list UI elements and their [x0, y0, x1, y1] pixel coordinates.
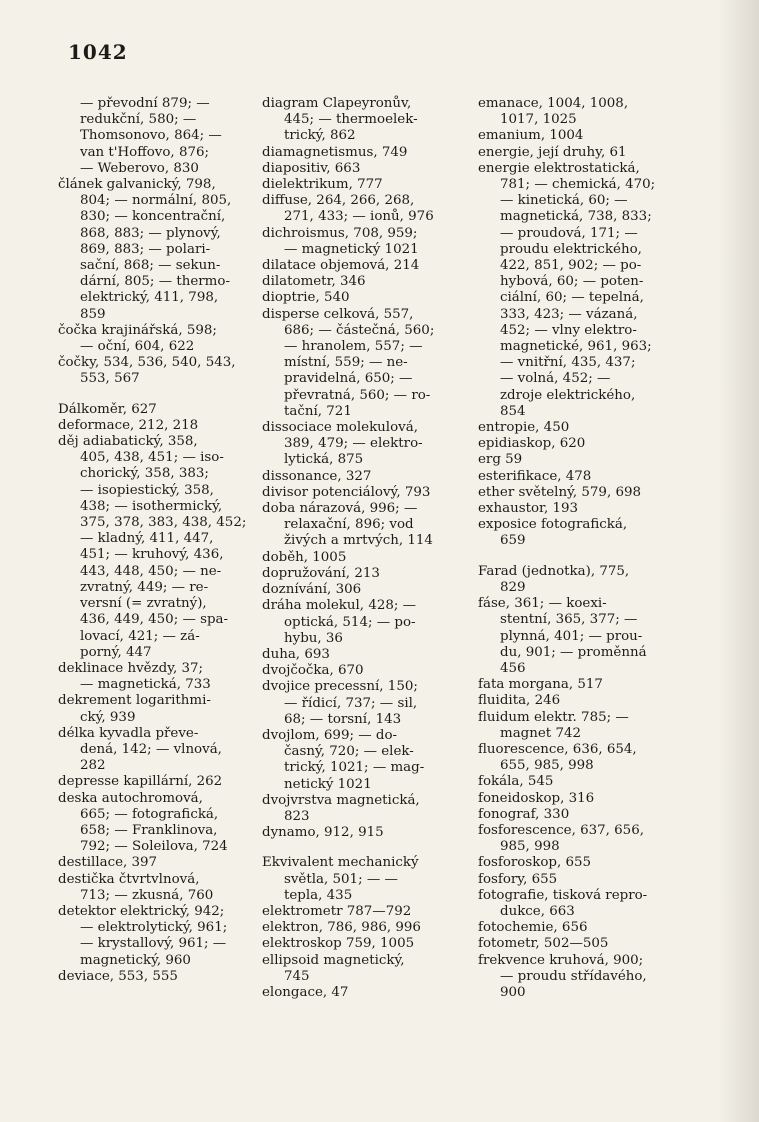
index-entry-line: 443, 448, 450; — ne-: [80, 563, 222, 579]
index-entry-line: elektrometr 787—792: [262, 903, 412, 919]
index-entry-line: destillace, 397: [58, 855, 158, 871]
index-entry-line: článek galvanický, 798,: [58, 177, 216, 193]
index-entry-line: optická, 514; — po-: [284, 614, 416, 630]
index-entry-line: čočky, 534, 536, 540, 543,: [58, 355, 236, 371]
index-entry-line: 829: [500, 579, 526, 595]
page-edge-shadow: [719, 0, 759, 1122]
index-entry-line: — převodní 879; —: [80, 96, 210, 111]
index-entry-line: 713; — zkusná, 760: [80, 887, 214, 903]
index-entry-line: délka kyvadla převe-: [58, 725, 199, 741]
index-entry-line: 436, 449, 450; — spa-: [80, 612, 229, 628]
index-entry-line: 375, 378, 383, 438, 452;: [80, 515, 247, 531]
index-entry-line: dissociace molekulová,: [262, 420, 418, 436]
index-entry-line: živých a mrtvých, 114: [284, 533, 433, 549]
index-entry-line: 854: [500, 403, 526, 419]
index-entry-line: místní, 559; — ne-: [284, 355, 408, 371]
index-entry-line: magnet 742: [500, 725, 581, 741]
index-entry-line: 868, 883; — plynový,: [80, 225, 221, 241]
index-entry-line: fluidita, 246: [478, 693, 561, 709]
index-entry-line: — Weberovo, 830: [80, 160, 199, 176]
index-entry-line: fosforescence, 637, 656,: [478, 822, 644, 838]
index-entry-line: netický 1021: [284, 776, 372, 792]
index-entry-line: plynná, 401; — prou-: [500, 628, 643, 644]
index-entry-line: — hranolem, 557; —: [284, 339, 423, 355]
index-entry-line: entropie, 450: [478, 420, 570, 436]
index-entry-line: 804; — normální, 805,: [80, 193, 232, 209]
index-entry-line: duha, 693: [262, 646, 330, 662]
index-entry-line: ciální, 60; — tepelná,: [500, 290, 644, 306]
index-entry-line: 405, 438, 451; — iso-: [80, 450, 224, 466]
index-entry-line: destička čtvrtvlnová,: [58, 871, 200, 887]
index-entry-line: detektor elektrický, 942;: [58, 903, 225, 919]
index-entry-line: 658; — Franklinova,: [80, 822, 218, 838]
index-entry-line: 665; — fotografická,: [80, 806, 219, 822]
index-entry-line: deklinace hvězdy, 37;: [58, 660, 204, 676]
page-number: 1042: [68, 40, 128, 64]
index-entry-line: dopružování, 213: [262, 565, 380, 581]
index-entry-line: dukce, 663: [500, 903, 575, 919]
index-entry-line: 333, 423; — vázaná,: [500, 306, 638, 322]
index-entry-line: 781; — chemická, 470;: [500, 177, 656, 193]
index-entry-line: — krystallový, 961; —: [80, 936, 227, 952]
index-entry-line: 451; — kruhový, 436,: [80, 547, 224, 563]
index-entry-line: dráha molekul, 428; —: [262, 598, 417, 614]
index-entry-line: elongace, 47: [262, 984, 349, 1000]
index-entry-line: frekvence kruhová, 900;: [478, 952, 644, 968]
index-entry-line: fáse, 361; — koexi-: [478, 596, 607, 612]
index-entry-line: hybu, 36: [284, 630, 343, 646]
section-gap: [58, 388, 270, 402]
index-entry-line: 553, 567: [80, 371, 140, 387]
index-entry-line: — magnetická, 733: [80, 677, 211, 693]
index-entry-line: — proudová, 171; —: [500, 225, 638, 241]
index-entry-line: fluidum elektr. 785; —: [478, 709, 629, 725]
index-entry-line: 452; — vlny elektro-: [500, 322, 637, 338]
index-entry-line: fosfory, 655: [478, 871, 558, 887]
index-entry-line: Ekvivalent mechanický: [262, 855, 419, 871]
section-gap: [262, 841, 474, 855]
index-entry-line: 869, 883; — polari-: [80, 241, 211, 257]
index-column-1: [58, 96, 270, 985]
index-column-2: [262, 96, 474, 1001]
index-entry-line: van t'Hoffovo, 876;: [80, 144, 210, 160]
index-entry-line: — magnetický 1021: [284, 241, 419, 257]
index-entry-line: dilatace objemová, 214: [262, 258, 420, 274]
index-entry-line: deviace, 553, 555: [58, 968, 178, 984]
index-entry-line: 985, 998: [500, 839, 560, 855]
index-entry-line: tační, 721: [284, 403, 352, 419]
index-entry-line: 438; — isothermický,: [80, 498, 223, 514]
index-entry-line: 282: [80, 758, 106, 774]
index-entry-line: 1017, 1025: [500, 112, 577, 128]
index-entry-line: — oční, 604, 622: [80, 339, 195, 355]
index-entry-line: emanium, 1004: [478, 128, 584, 144]
index-entry-line: 900: [500, 984, 526, 1000]
index-entry-line: dissonance, 327: [262, 468, 372, 484]
index-entry-line: dioptrie, 540: [262, 290, 350, 306]
index-entry-line: Farad (jednotka), 775,: [478, 563, 630, 579]
index-entry-line: 830; — koncentrační,: [80, 209, 226, 225]
index-entry-line: 686; — částečná, 560;: [284, 322, 435, 338]
index-entry-line: — elektrolytický, 961;: [80, 920, 228, 936]
index-entry-line: ellipsoid magnetický,: [262, 952, 405, 968]
index-entry-line: diffuse, 264, 266, 268,: [262, 193, 415, 209]
index-entry-line: epidiaskop, 620: [478, 436, 586, 452]
index-entry-line: 68; — torsní, 143: [284, 711, 402, 727]
index-entry-line: exhaustor, 193: [478, 501, 579, 517]
index-entry-line: emanace, 1004, 1008,: [478, 96, 629, 111]
index-entry-line: dichroismus, 708, 959;: [262, 225, 418, 241]
index-entry-line: disperse celková, 557,: [262, 306, 414, 322]
index-entry-line: tepla, 435: [284, 887, 353, 903]
index-entry-line: diapositiv, 663: [262, 160, 361, 176]
index-entry-line: doba nárazová, 996; —: [262, 501, 418, 517]
index-entry-line: 745: [284, 968, 310, 984]
index-entry-line: 456: [500, 660, 526, 676]
index-entry-line: dielektrikum, 777: [262, 177, 383, 193]
index-entry-line: depresse kapillární, 262: [58, 774, 223, 790]
index-entry-line: — kinetická, 60; —: [500, 193, 628, 209]
index-entry-line: 823: [284, 808, 310, 824]
index-entry-line: — proudu střídavého,: [500, 968, 647, 984]
index-entry-line: zdroje elektrického,: [500, 387, 636, 403]
index-entry-line: doběh, 1005: [262, 549, 347, 565]
index-entry-line: hybová, 60; — poten-: [500, 274, 644, 290]
index-entry-line: energie elektrostatická,: [478, 160, 640, 176]
index-column-3: [478, 96, 698, 1001]
index-entry-line: 659: [500, 533, 526, 549]
index-entry-line: trický, 862: [284, 128, 356, 144]
index-entry-line: dilatometr, 346: [262, 274, 366, 290]
index-entry-line: diagram Clapeyronův,: [262, 96, 412, 111]
index-entry-line: divisor potenciálový, 793: [262, 484, 431, 500]
index-entry-line: lytická, 875: [284, 452, 364, 468]
index-entry-line: fokála, 545: [478, 774, 554, 790]
index-entry-line: pravidelná, 650; —: [284, 371, 413, 387]
index-entry-line: 389, 479; — elektro-: [284, 436, 423, 452]
index-entry-line: energie, její druhy, 61: [478, 144, 627, 160]
index-entry-line: proudu elektrického,: [500, 241, 642, 257]
index-entry-line: časný, 720; — elek-: [284, 744, 414, 760]
index-entry-line: fluorescence, 636, 654,: [478, 741, 637, 757]
index-entry-line: stentní, 365, 377; —: [500, 612, 638, 628]
index-entry-line: 859: [80, 306, 106, 322]
index-entry-line: — isopiestický, 358,: [80, 482, 214, 498]
index-entry-line: elektrický, 411, 798,: [80, 290, 219, 306]
index-entry-line: 792; — Soleilova, 724: [80, 839, 228, 855]
index-entry-line: relaxační, 896; vod: [284, 517, 414, 533]
index-entry-line: dvojlom, 699; — do-: [262, 727, 398, 743]
index-entry-line: dynamo, 912, 915: [262, 825, 384, 841]
index-entry-line: Dálkoměr, 627: [58, 401, 157, 417]
index-entry-line: elektron, 786, 986, 996: [262, 920, 421, 936]
index-entry-line: fotografie, tisková repro-: [478, 887, 648, 903]
index-entry-line: dená, 142; — vlnová,: [80, 741, 222, 757]
section-gap: [478, 550, 698, 564]
index-entry-line: světla, 501; — —: [284, 871, 398, 887]
index-entry-line: doznívání, 306: [262, 582, 362, 598]
index-entry-line: magnetické, 961, 963;: [500, 339, 652, 355]
index-entry-line: erg 59: [478, 452, 523, 468]
index-entry-line: ether světelný, 579, 698: [478, 484, 642, 500]
index-entry-line: čočka krajinářská, 598;: [58, 322, 217, 338]
index-entry-line: fonograf, 330: [478, 806, 570, 822]
index-entry-line: převratná, 560; — ro-: [284, 387, 431, 403]
index-entry-line: dvojice precessní, 150;: [262, 679, 418, 695]
index-entry-line: chorický, 358, 383;: [80, 466, 209, 482]
index-entry-line: magnetická, 738, 833;: [500, 209, 652, 225]
index-entry-line: fotometr, 502—505: [478, 936, 609, 952]
index-entry-line: dární, 805; — thermo-: [80, 274, 230, 290]
index-entry-line: 271, 433; — ionů, 976: [284, 209, 434, 225]
index-entry-line: 655, 985, 998: [500, 758, 594, 774]
index-entry-line: zvratný, 449; — re-: [80, 579, 209, 595]
index-entry-line: lovací, 421; — zá-: [80, 628, 200, 644]
index-entry-line: magnetický, 960: [80, 952, 191, 968]
index-entry-line: Thomsonovo, 864; —: [80, 128, 222, 144]
index-entry-line: dvojvrstva magnetická,: [262, 792, 420, 808]
index-entry-line: — vnitřní, 435, 437;: [500, 355, 636, 371]
index-entry-line: fosforoskop, 655: [478, 855, 592, 871]
index-entry-line: elektroskop 759, 1005: [262, 936, 415, 952]
index-entry-line: — volná, 452; —: [500, 371, 611, 387]
index-entry-line: fotochemie, 656: [478, 920, 588, 936]
index-entry-line: esterifikace, 478: [478, 468, 592, 484]
index-entry-line: dekrement logarithmi-: [58, 693, 211, 709]
index-entry-line: redukční, 580; —: [80, 112, 197, 128]
index-entry-line: trický, 1021; — mag-: [284, 760, 425, 776]
index-entry-line: fata morgana, 517: [478, 677, 603, 693]
index-entry-line: — řídicí, 737; — sil,: [284, 695, 418, 711]
index-entry-line: 422, 851, 902; — po-: [500, 258, 642, 274]
index-entry-line: sační, 868; — sekun-: [80, 258, 221, 274]
index-entry-line: porný, 447: [80, 644, 152, 660]
index-entry-line: versní (= zvratný),: [80, 596, 207, 612]
index-entry-line: diamagnetismus, 749: [262, 144, 408, 160]
index-entry-line: — kladný, 411, 447,: [80, 531, 214, 547]
index-entry-line: cký, 939: [80, 709, 136, 725]
index-entry-line: deformace, 212, 218: [58, 417, 199, 433]
index-entry-line: du, 901; — proměnná: [500, 644, 647, 660]
index-entry-line: děj adiabatický, 358,: [58, 434, 198, 450]
index-entry-line: dvojčočka, 670: [262, 663, 364, 679]
index-entry-line: foneidoskop, 316: [478, 790, 595, 806]
index-entry-line: deska autochromová,: [58, 790, 203, 806]
index-entry-line: exposice fotografická,: [478, 517, 628, 533]
index-entry-line: 445; — thermoelek-: [284, 112, 418, 128]
